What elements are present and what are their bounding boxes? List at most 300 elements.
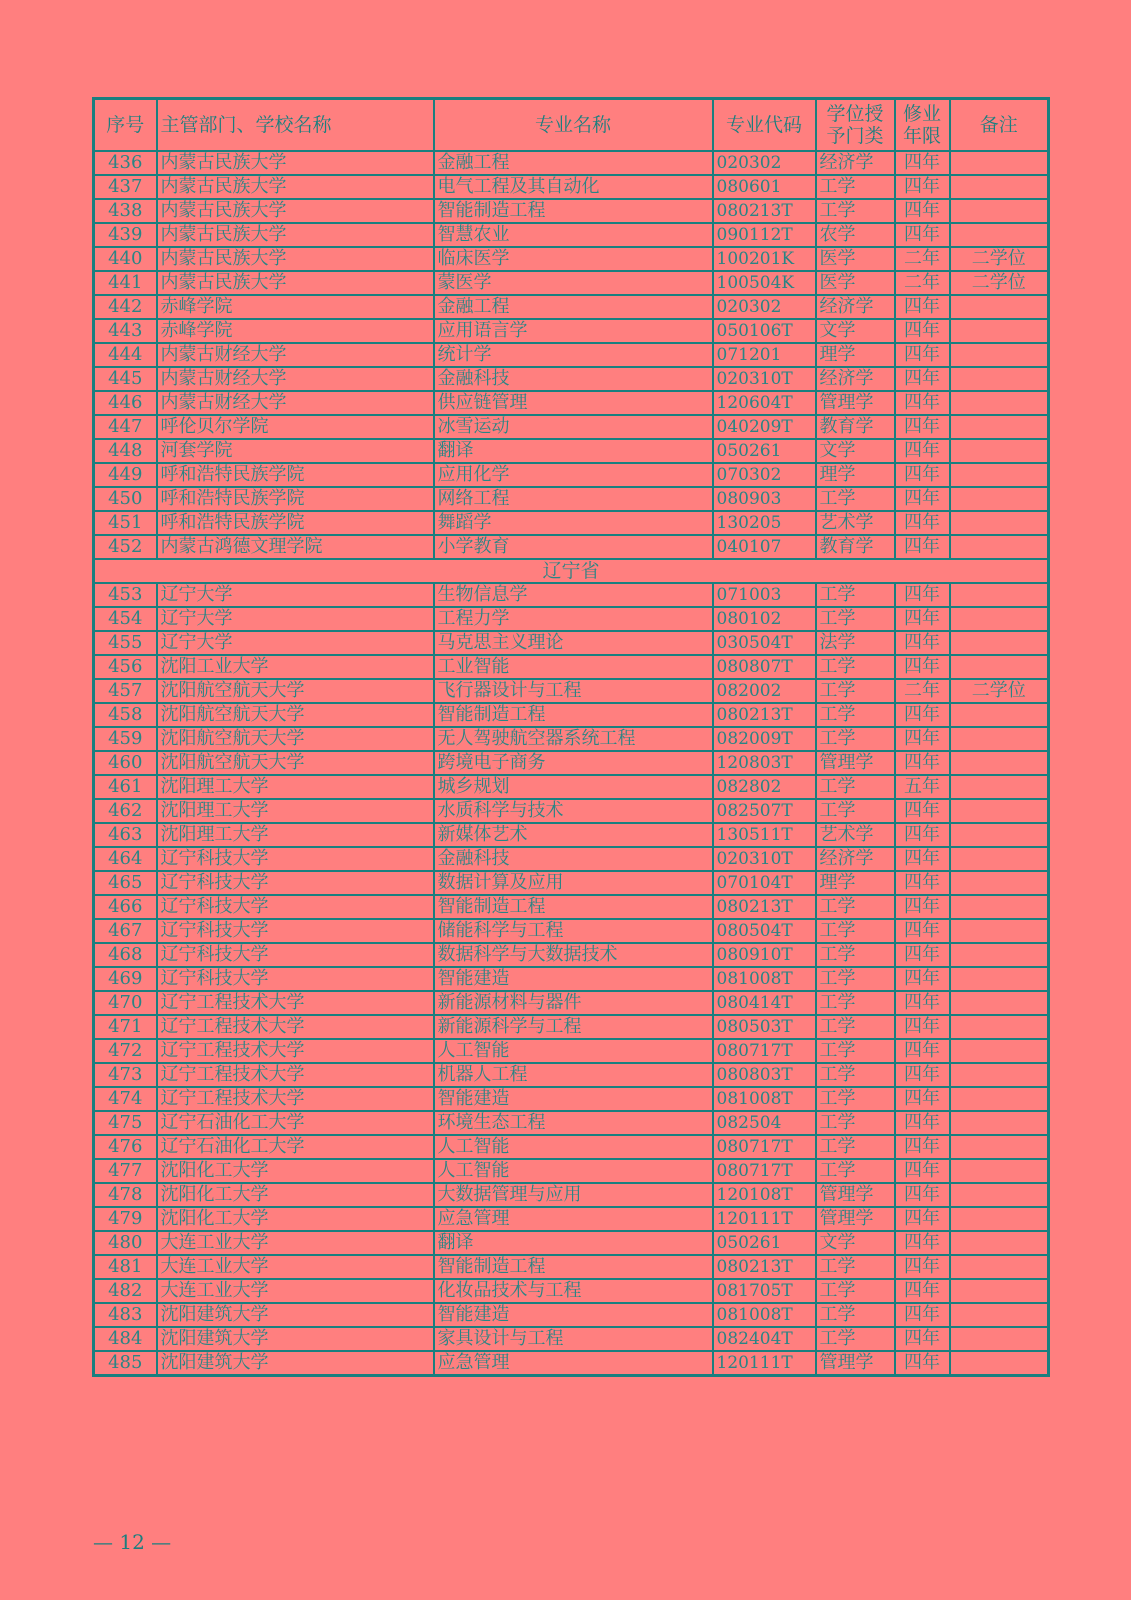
cell-major-code: 082802 [713,775,816,799]
cell-degree-category: 经济学 [816,151,895,175]
cell-school: 大连工业大学 [157,1279,434,1303]
table-body [94,151,1049,1376]
cell-remarks [950,487,1049,511]
cell-degree-category: 文学 [816,439,895,463]
header-remarks: 备注 [950,99,1049,152]
cell-school: 内蒙古民族大学 [157,271,434,295]
cell-study-years: 四年 [895,1111,950,1135]
cell-index: 481 [94,1255,157,1279]
cell-index: 462 [94,799,157,823]
cell-major-name: 数据计算及应用 [434,871,713,895]
cell-major-code: 020302 [713,295,816,319]
cell-major-name: 智能制造工程 [434,703,713,727]
cell-index: 442 [94,295,157,319]
table-row [94,847,1049,871]
cell-school: 呼和浩特民族学院 [157,463,434,487]
cell-school: 赤峰学院 [157,319,434,343]
cell-major-code: 071003 [713,583,816,607]
cell-major-name: 电气工程及其自动化 [434,175,713,199]
cell-major-name: 生物信息学 [434,583,713,607]
cell-school: 辽宁大学 [157,583,434,607]
table-row [94,655,1049,679]
cell-study-years: 四年 [895,1207,950,1231]
cell-study-years: 四年 [895,799,950,823]
cell-index: 471 [94,1015,157,1039]
cell-index: 482 [94,1279,157,1303]
table-row [94,223,1049,247]
cell-major-code: 100504K [713,271,816,295]
cell-major-name: 舞蹈学 [434,511,713,535]
table-row [94,343,1049,367]
cell-major-name: 应用语言学 [434,319,713,343]
cell-index: 469 [94,967,157,991]
cell-major-code: 050261 [713,439,816,463]
cell-school: 沈阳化工大学 [157,1183,434,1207]
cell-remarks [950,799,1049,823]
cell-study-years: 四年 [895,655,950,679]
cell-remarks [950,391,1049,415]
table-row [94,1135,1049,1159]
cell-index: 446 [94,391,157,415]
cell-major-code: 020302 [713,151,816,175]
cell-study-years: 二年 [895,679,950,703]
table-row [94,367,1049,391]
cell-index: 468 [94,943,157,967]
cell-major-name: 应急管理 [434,1351,713,1376]
cell-degree-category: 工学 [816,799,895,823]
cell-index: 464 [94,847,157,871]
cell-remarks [950,583,1049,607]
cell-school: 呼伦贝尔学院 [157,415,434,439]
cell-degree-category: 工学 [816,1303,895,1327]
cell-major-code: 070104T [713,871,816,895]
cell-remarks [950,1279,1049,1303]
province-section-row [94,559,1049,583]
cell-degree-category: 工学 [816,1327,895,1351]
cell-major-name: 马克思主义理论 [434,631,713,655]
cell-index: 437 [94,175,157,199]
cell-school: 辽宁科技大学 [157,871,434,895]
cell-study-years: 四年 [895,295,950,319]
cell-degree-category: 工学 [816,487,895,511]
table-row [94,1231,1049,1255]
cell-degree-category: 理学 [816,343,895,367]
cell-index: 454 [94,607,157,631]
table-row [94,727,1049,751]
cell-major-name: 飞行器设计与工程 [434,679,713,703]
cell-study-years: 四年 [895,343,950,367]
cell-study-years: 四年 [895,151,950,175]
cell-major-name: 机器人工程 [434,1063,713,1087]
cell-degree-category: 工学 [816,1111,895,1135]
table-row [94,415,1049,439]
cell-major-name: 冰雪运动 [434,415,713,439]
cell-major-code: 020310T [713,847,816,871]
cell-major-name: 数据科学与大数据技术 [434,943,713,967]
cell-major-name: 工程力学 [434,607,713,631]
cell-study-years: 四年 [895,1327,950,1351]
header-degree-line1: 学位授 [826,103,884,125]
cell-major-code: 080717T [713,1039,816,1063]
cell-degree-category: 艺术学 [816,823,895,847]
cell-major-name: 蒙医学 [434,271,713,295]
cell-degree-category: 理学 [816,463,895,487]
header-school: 主管部门、学校名称 [157,99,434,152]
table-row [94,295,1049,319]
cell-degree-category: 管理学 [816,391,895,415]
cell-index: 466 [94,895,157,919]
cell-major-name: 智能建造 [434,1303,713,1327]
cell-index: 474 [94,1087,157,1111]
cell-major-code: 130205 [713,511,816,535]
cell-major-code: 040107 [713,535,816,559]
cell-degree-category: 工学 [816,727,895,751]
cell-school: 沈阳理工大学 [157,775,434,799]
cell-index: 445 [94,367,157,391]
table-row [94,1279,1049,1303]
cell-school: 沈阳航空航天大学 [157,703,434,727]
cell-major-code: 050261 [713,1231,816,1255]
cell-remarks [950,175,1049,199]
cell-major-name: 网络工程 [434,487,713,511]
cell-degree-category: 工学 [816,175,895,199]
cell-index: 444 [94,343,157,367]
cell-school: 辽宁科技大学 [157,895,434,919]
cell-study-years: 四年 [895,1303,950,1327]
table-row [94,1183,1049,1207]
cell-school: 内蒙古民族大学 [157,223,434,247]
table-row [94,679,1049,703]
cell-remarks [950,343,1049,367]
table-row [94,1351,1049,1376]
cell-degree-category: 医学 [816,271,895,295]
table-row [94,871,1049,895]
cell-major-code: 080213T [713,703,816,727]
cell-remarks [950,727,1049,751]
cell-remarks [950,607,1049,631]
cell-study-years: 四年 [895,943,950,967]
table-row [94,943,1049,967]
cell-remarks [950,1183,1049,1207]
cell-school: 辽宁大学 [157,607,434,631]
cell-school: 沈阳化工大学 [157,1207,434,1231]
cell-school: 辽宁工程技术大学 [157,991,434,1015]
table-row [94,967,1049,991]
cell-index: 460 [94,751,157,775]
cell-index: 438 [94,199,157,223]
cell-study-years: 四年 [895,847,950,871]
header-study-years [895,99,950,152]
cell-index: 457 [94,679,157,703]
cell-major-name: 应用化学 [434,463,713,487]
cell-remarks [950,871,1049,895]
cell-remarks [950,1087,1049,1111]
cell-remarks [950,1039,1049,1063]
cell-index: 475 [94,1111,157,1135]
cell-study-years: 四年 [895,631,950,655]
cell-degree-category: 工学 [816,655,895,679]
cell-study-years: 四年 [895,703,950,727]
cell-degree-category: 工学 [816,1255,895,1279]
cell-remarks [950,919,1049,943]
cell-major-code: 120604T [713,391,816,415]
cell-school: 沈阳建筑大学 [157,1351,434,1376]
cell-remarks [950,151,1049,175]
cell-remarks [950,1327,1049,1351]
cell-major-code: 071201 [713,343,816,367]
table-row [94,1159,1049,1183]
header-years-line2: 年限 [902,125,941,147]
cell-major-name: 供应链管理 [434,391,713,415]
cell-major-name: 环境生态工程 [434,1111,713,1135]
cell-remarks [950,943,1049,967]
table-row [94,799,1049,823]
cell-major-code: 082507T [713,799,816,823]
cell-school: 辽宁科技大学 [157,919,434,943]
cell-index: 453 [94,583,157,607]
cell-school: 河套学院 [157,439,434,463]
cell-major-code: 081008T [713,967,816,991]
cell-index: 436 [94,151,157,175]
cell-remarks [950,223,1049,247]
cell-index: 461 [94,775,157,799]
cell-major-code: 081008T [713,1303,816,1327]
table-row [94,1087,1049,1111]
cell-study-years: 四年 [895,1087,950,1111]
cell-degree-category: 工学 [816,943,895,967]
table-row [94,1039,1049,1063]
cell-degree-category: 医学 [816,247,895,271]
table-row [94,991,1049,1015]
cell-school: 内蒙古民族大学 [157,199,434,223]
cell-major-name: 应急管理 [434,1207,713,1231]
table-row [94,1255,1049,1279]
table-row [94,583,1049,607]
cell-degree-category: 管理学 [816,1207,895,1231]
cell-degree-category: 工学 [816,967,895,991]
cell-degree-category: 工学 [816,991,895,1015]
cell-major-code: 080213T [713,199,816,223]
cell-major-name: 金融工程 [434,151,713,175]
cell-major-name: 无人驾驶航空器系统工程 [434,727,713,751]
cell-study-years: 四年 [895,1279,950,1303]
cell-degree-category: 工学 [816,895,895,919]
cell-degree-category: 经济学 [816,295,895,319]
cell-major-name: 翻译 [434,439,713,463]
cell-remarks [950,823,1049,847]
cell-index: 450 [94,487,157,511]
page-number: — 12 — [93,1530,172,1554]
cell-index: 478 [94,1183,157,1207]
cell-degree-category: 工学 [816,1039,895,1063]
cell-study-years: 二年 [895,271,950,295]
cell-degree-category: 工学 [816,1159,895,1183]
cell-study-years: 四年 [895,1183,950,1207]
cell-degree-category: 工学 [816,919,895,943]
cell-study-years: 四年 [895,487,950,511]
table-row [94,751,1049,775]
cell-remarks: 二学位 [950,247,1049,271]
cell-school: 沈阳理工大学 [157,823,434,847]
cell-school: 内蒙古财经大学 [157,343,434,367]
cell-school: 沈阳航空航天大学 [157,751,434,775]
cell-study-years: 四年 [895,919,950,943]
cell-study-years: 四年 [895,583,950,607]
header-degree-category [816,99,895,152]
cell-major-name: 临床医学 [434,247,713,271]
cell-school: 辽宁科技大学 [157,967,434,991]
cell-degree-category: 经济学 [816,847,895,871]
table-row [94,271,1049,295]
cell-index: 447 [94,415,157,439]
cell-degree-category: 管理学 [816,751,895,775]
cell-remarks [950,295,1049,319]
cell-school: 大连工业大学 [157,1255,434,1279]
cell-major-code: 100201K [713,247,816,271]
cell-study-years: 四年 [895,1231,950,1255]
cell-major-name: 新能源材料与器件 [434,991,713,1015]
cell-school: 呼和浩特民族学院 [157,511,434,535]
header-degree-line2: 予门类 [826,125,884,147]
cell-index: 477 [94,1159,157,1183]
cell-remarks [950,367,1049,391]
cell-major-name: 人工智能 [434,1159,713,1183]
cell-major-name: 人工智能 [434,1135,713,1159]
cell-major-name: 人工智能 [434,1039,713,1063]
cell-remarks [950,511,1049,535]
cell-major-code: 080504T [713,919,816,943]
cell-major-code: 080910T [713,943,816,967]
table-row [94,1063,1049,1087]
cell-index: 452 [94,535,157,559]
cell-major-name: 智能建造 [434,967,713,991]
cell-degree-category: 工学 [816,1015,895,1039]
province-section-label: 辽宁省 [94,559,1049,583]
cell-major-code: 080717T [713,1135,816,1159]
table-row [94,247,1049,271]
cell-major-name: 金融科技 [434,367,713,391]
cell-school: 辽宁工程技术大学 [157,1015,434,1039]
cell-degree-category: 工学 [816,1063,895,1087]
cell-degree-category: 教育学 [816,535,895,559]
majors-table [92,97,1050,1377]
cell-school: 内蒙古财经大学 [157,367,434,391]
cell-degree-category: 管理学 [816,1183,895,1207]
cell-remarks [950,1135,1049,1159]
cell-major-code: 082002 [713,679,816,703]
cell-degree-category: 理学 [816,871,895,895]
cell-degree-category: 艺术学 [816,511,895,535]
header-index: 序号 [94,99,157,152]
table-row [94,199,1049,223]
cell-study-years: 四年 [895,415,950,439]
cell-school: 沈阳航空航天大学 [157,727,434,751]
cell-study-years: 四年 [895,199,950,223]
cell-major-code: 120111T [713,1351,816,1376]
cell-major-code: 080414T [713,991,816,1015]
cell-school: 辽宁工程技术大学 [157,1039,434,1063]
table-row [94,607,1049,631]
cell-index: 456 [94,655,157,679]
cell-index: 439 [94,223,157,247]
cell-major-code: 130511T [713,823,816,847]
cell-remarks: 二学位 [950,679,1049,703]
cell-index: 443 [94,319,157,343]
cell-index: 463 [94,823,157,847]
cell-degree-category: 管理学 [816,1351,895,1376]
cell-major-name: 储能科学与工程 [434,919,713,943]
cell-major-name: 金融工程 [434,295,713,319]
cell-major-code: 020310T [713,367,816,391]
cell-index: 479 [94,1207,157,1231]
cell-school: 内蒙古财经大学 [157,391,434,415]
cell-major-code: 080807T [713,655,816,679]
cell-school: 辽宁石油化工大学 [157,1111,434,1135]
cell-index: 440 [94,247,157,271]
cell-degree-category: 经济学 [816,367,895,391]
cell-major-name: 工业智能 [434,655,713,679]
cell-index: 470 [94,991,157,1015]
cell-major-name: 智能制造工程 [434,199,713,223]
cell-index: 485 [94,1351,157,1376]
cell-school: 辽宁大学 [157,631,434,655]
cell-study-years: 四年 [895,967,950,991]
cell-remarks [950,1063,1049,1087]
cell-major-code: 120111T [713,1207,816,1231]
cell-remarks [950,751,1049,775]
cell-remarks [950,1303,1049,1327]
table-row [94,463,1049,487]
header-major-code: 专业代码 [713,99,816,152]
cell-school: 沈阳化工大学 [157,1159,434,1183]
table-row [94,895,1049,919]
cell-school: 辽宁科技大学 [157,847,434,871]
cell-school: 辽宁石油化工大学 [157,1135,434,1159]
cell-major-code: 050106T [713,319,816,343]
cell-study-years: 四年 [895,391,950,415]
table-row [94,1015,1049,1039]
cell-study-years: 四年 [895,1159,950,1183]
cell-major-code: 070302 [713,463,816,487]
table-row [94,439,1049,463]
cell-remarks [950,1159,1049,1183]
cell-study-years: 四年 [895,751,950,775]
cell-major-name: 跨境电子商务 [434,751,713,775]
cell-study-years: 四年 [895,1351,950,1376]
table-header-row [94,99,1049,152]
cell-school: 内蒙古鸿德文理学院 [157,535,434,559]
cell-major-code: 120803T [713,751,816,775]
cell-major-code: 120108T [713,1183,816,1207]
cell-school: 呼和浩特民族学院 [157,487,434,511]
header-major-name: 专业名称 [434,99,713,152]
cell-school: 沈阳建筑大学 [157,1327,434,1351]
cell-major-name: 新能源科学与工程 [434,1015,713,1039]
cell-index: 483 [94,1303,157,1327]
cell-remarks [950,991,1049,1015]
cell-study-years: 四年 [895,991,950,1015]
cell-major-code: 080503T [713,1015,816,1039]
cell-major-name: 金融科技 [434,847,713,871]
table-row [94,631,1049,655]
cell-index: 472 [94,1039,157,1063]
cell-remarks [950,655,1049,679]
cell-degree-category: 文学 [816,319,895,343]
cell-major-code: 080903 [713,487,816,511]
table-row [94,1111,1049,1135]
cell-index: 455 [94,631,157,655]
cell-study-years: 四年 [895,1039,950,1063]
